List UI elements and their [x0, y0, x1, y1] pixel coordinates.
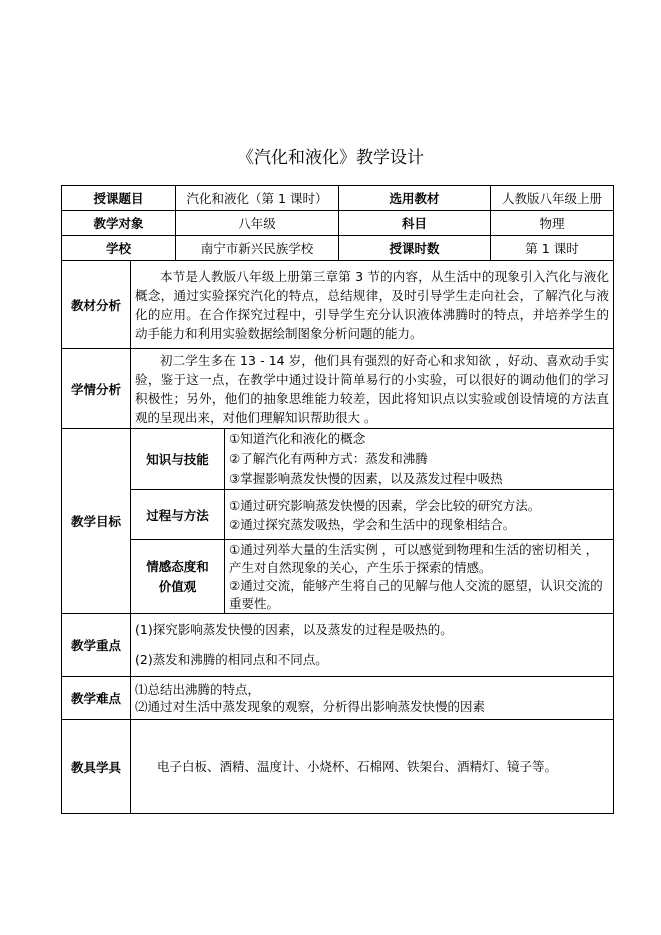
document-title: 《汽化和液化》教学设计: [237, 148, 424, 168]
goal-group-label: 情感态度和价值观: [131, 540, 225, 614]
plan-table: [61, 260, 614, 814]
difficulty-item: ⑴总结出沸腾的特点，: [135, 682, 261, 697]
goal-item: ①通过列举大量的生活实例 ，可以感觉到物理和生活的密切相关 ，产生对自然现象的关心，产生乐于探索的情感。: [229, 541, 599, 575]
audience-label: 教学对象: [62, 211, 176, 236]
goal-item: ③掌握影响蒸发快慢的因素，以及蒸发过程中吸热: [229, 471, 503, 486]
goals-label: 教学目标: [62, 429, 131, 614]
subject-value: 物理: [491, 211, 614, 236]
goal-group-label: 过程与方法: [131, 490, 225, 540]
topic-label: 授课题目: [62, 186, 176, 211]
material-text: 本节是人教版八年级上册第三章第 3 节的内容，从生活中的现象引入汽化与液化概念，通过实验探究汽化的特点，总结规律，及时引导学生走向社会，了解汽化与液化的应用。在合作探究过程中，引导学生充分认识液体沸腾时的特点，并培养学生的动手能力和利用实验数据绘制图象分析问题的能力。: [131, 261, 614, 349]
goal-item: ①知道汽化和液化的概念: [229, 431, 366, 446]
key-point-item: (2)蒸发和沸腾的相同点和不同点。: [135, 652, 328, 667]
tools-label: 教具学具: [62, 720, 131, 814]
goal-group-label: 知识与技能: [131, 429, 225, 490]
school-value: 南宁市新兴民族学校: [176, 236, 339, 261]
info-table: [61, 185, 614, 261]
material-label: 教材分析: [62, 261, 131, 349]
subject-label: 科目: [339, 211, 491, 236]
students-text: 初二学生多在 13 - 14 岁，他们具有强烈的好奇心和求知欲 ，好动、喜欢动手实验，鉴于这一点，在教学中通过设计简单易行的小实验，可以很好的调动他们的学习积极性；另外，他们的抽象思维能力较差，因此将知识点以实验或创设情境的方法直观的呈现出来，对他们理解知识帮助很大 。: [131, 349, 614, 429]
hours-label: 授课时数: [339, 236, 491, 261]
school-label: 学校: [62, 236, 176, 261]
topic-value: 汽化和液化（第 1 课时）: [176, 186, 339, 211]
goal-item: ②了解汽化有两种方式：蒸发和沸腾: [229, 451, 428, 466]
goal-item: ②通过交流，能够产生将自己的见解与他人交流的愿望，认识交流的重要性。: [229, 577, 603, 611]
difficulties-label: 教学难点: [62, 677, 131, 720]
tools-text: 电子白板、酒精、温度计、小烧杯、石棉网、铁架台、酒精灯、镜子等。: [131, 720, 614, 814]
textbook-label: 选用教材: [339, 186, 491, 211]
hours-value: 第 1 课时: [491, 236, 614, 261]
key-point-item: (1)探究影响蒸发快慢的因素，以及蒸发的过程是吸热的。: [135, 622, 453, 637]
goal-item: ②通过探究蒸发吸热，学会和生活中的现象相结合。: [229, 516, 516, 532]
difficulty-item: ⑵通过对生活中蒸发现象的观察，分析得出影响蒸发快慢的因素: [135, 699, 486, 714]
goal-item: ①通过研究影响蒸发快慢的因素，学会比较的研究方法。: [229, 497, 541, 513]
audience-value: 八年级: [176, 211, 339, 236]
textbook-value: 人教版八年级上册: [491, 186, 614, 211]
key-points-label: 教学重点: [62, 614, 131, 677]
students-label: 学情分析: [62, 349, 131, 429]
